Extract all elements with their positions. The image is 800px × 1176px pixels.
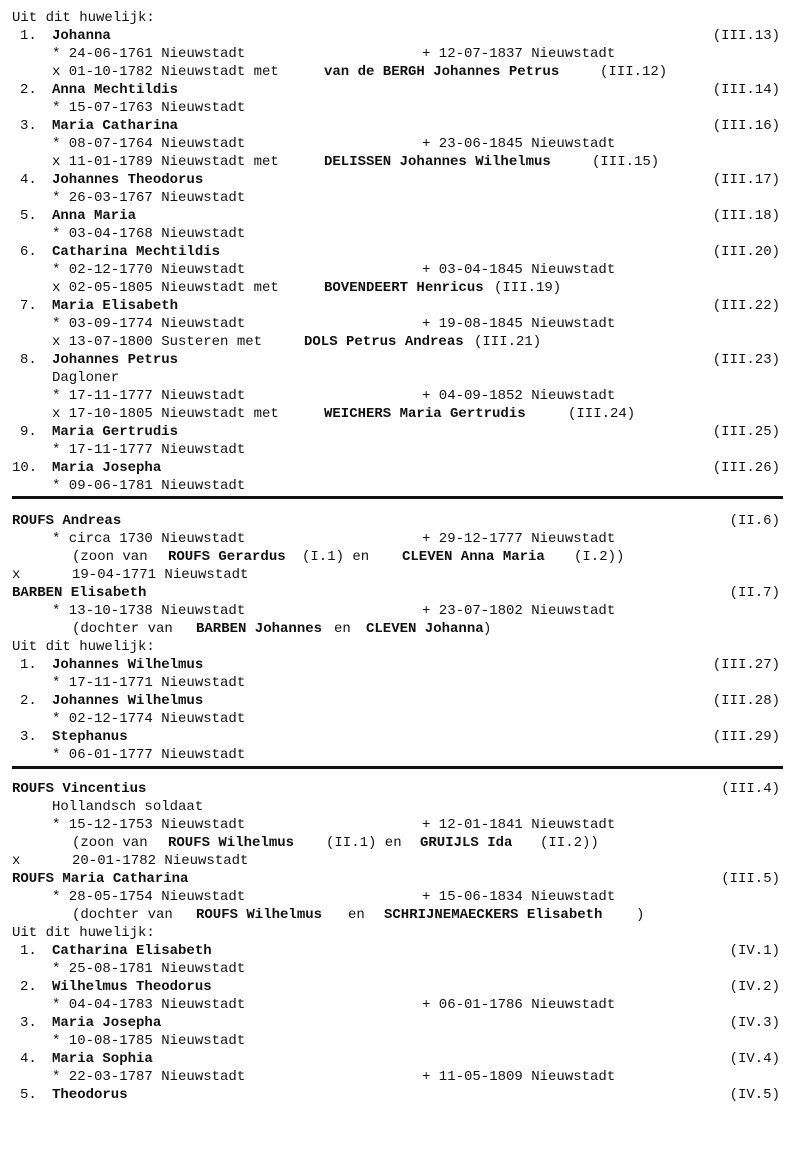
event-row bbox=[0, 261, 800, 279]
event-row bbox=[0, 530, 800, 548]
child-row bbox=[0, 207, 800, 225]
event-row bbox=[0, 710, 800, 728]
event-row bbox=[0, 315, 800, 333]
birth-record: * 17-11-1777 Nieuwstadt bbox=[52, 442, 246, 458]
reference-number: (III.5) bbox=[721, 871, 780, 887]
person-name: ROUFS Vincentius bbox=[12, 781, 147, 797]
event-row bbox=[0, 225, 800, 243]
birth-record: * 04-04-1783 Nieuwstadt bbox=[52, 997, 246, 1013]
occupation-row bbox=[0, 798, 800, 816]
section-divider bbox=[12, 766, 783, 769]
spouse-reference: (III.15) bbox=[592, 154, 660, 170]
mother-name: CLEVEN Johanna bbox=[366, 621, 484, 637]
reference-number: (III.14) bbox=[712, 82, 780, 98]
child-number: 2. bbox=[20, 979, 37, 995]
marriage-record: x 17-10-1805 Nieuwstadt met bbox=[52, 406, 279, 422]
spouse-name: ROUFS Maria Catharina bbox=[12, 871, 189, 887]
child-row bbox=[0, 27, 800, 45]
marriage-marker: x bbox=[12, 853, 21, 869]
parents-suffix: ) bbox=[483, 621, 492, 637]
child-number: 4. bbox=[20, 1051, 37, 1067]
child-row bbox=[0, 459, 800, 477]
event-row bbox=[0, 441, 800, 459]
reference-number: (III.27) bbox=[712, 657, 780, 673]
child-name: Maria Gertrudis bbox=[52, 424, 179, 440]
child-number: 4. bbox=[20, 172, 37, 188]
marriage-date: 19-04-1771 Nieuwstadt bbox=[72, 567, 249, 583]
parents-prefix: (zoon van bbox=[72, 549, 148, 565]
child-row bbox=[0, 978, 800, 996]
event-row bbox=[0, 1068, 800, 1086]
reference-number: (IV.4) bbox=[729, 1051, 780, 1067]
death-record: + 12-07-1837 Nieuwstadt bbox=[422, 46, 616, 62]
death-record: + 29-12-1777 Nieuwstadt bbox=[422, 531, 616, 547]
parents-suffix: (I.2)) bbox=[574, 549, 625, 565]
person-row bbox=[0, 512, 800, 530]
child-number: 2. bbox=[20, 82, 37, 98]
event-row bbox=[0, 602, 800, 620]
reference-number: (III.23) bbox=[712, 352, 780, 368]
child-number: 3. bbox=[20, 118, 37, 134]
reference-number: (III.22) bbox=[712, 298, 780, 314]
person-row bbox=[0, 870, 800, 888]
child-number: 10. bbox=[12, 460, 38, 476]
birth-record: * 15-07-1763 Nieuwstadt bbox=[52, 100, 246, 116]
marriage-row bbox=[0, 333, 800, 351]
reference-number: (IV.2) bbox=[729, 979, 780, 995]
birth-record: * 17-11-1777 Nieuwstadt bbox=[52, 388, 246, 404]
birth-record: * 25-08-1781 Nieuwstadt bbox=[52, 961, 246, 977]
event-row bbox=[0, 135, 800, 153]
spouse-reference: (III.21) bbox=[474, 334, 542, 350]
parents-mid: (I.1) en bbox=[302, 549, 370, 565]
child-number: 5. bbox=[20, 208, 37, 224]
child-name: Johannes Wilhelmus bbox=[52, 657, 204, 673]
spouse-name: BARBEN Elisabeth bbox=[12, 585, 147, 601]
death-record: + 06-01-1786 Nieuwstadt bbox=[422, 997, 616, 1013]
father-name: ROUFS Wilhelmus bbox=[196, 907, 323, 923]
child-row bbox=[0, 728, 800, 746]
death-record: + 04-09-1852 Nieuwstadt bbox=[422, 388, 616, 404]
death-record: + 11-05-1809 Nieuwstadt bbox=[422, 1069, 616, 1085]
parents-prefix: (dochter van bbox=[72, 907, 173, 923]
reference-number: (II.7) bbox=[729, 585, 780, 601]
parents-row bbox=[0, 834, 800, 852]
birth-record: * 09-06-1781 Nieuwstadt bbox=[52, 478, 246, 494]
spouse-name: DELISSEN Johannes Wilhelmus bbox=[324, 154, 551, 170]
child-number: 6. bbox=[20, 244, 37, 260]
child-row bbox=[0, 1014, 800, 1032]
child-row bbox=[0, 1086, 800, 1104]
parents-mid: en bbox=[348, 907, 365, 923]
mother-name: CLEVEN Anna Maria bbox=[402, 549, 545, 565]
marriage-date: 20-01-1782 Nieuwstadt bbox=[72, 853, 249, 869]
reference-number: (III.16) bbox=[712, 118, 780, 134]
child-row bbox=[0, 423, 800, 441]
parents-prefix: (dochter van bbox=[72, 621, 173, 637]
parents-mid: (II.1) en bbox=[326, 835, 402, 851]
reference-number: (III.18) bbox=[712, 208, 780, 224]
father-name: BARBEN Johannes bbox=[196, 621, 323, 637]
death-record: + 19-08-1845 Nieuwstadt bbox=[422, 316, 616, 332]
event-row bbox=[0, 960, 800, 978]
event-row bbox=[0, 477, 800, 495]
spouse-name: WEICHERS Maria Gertrudis bbox=[324, 406, 526, 422]
reference-number: (IV.1) bbox=[729, 943, 780, 959]
child-row bbox=[0, 351, 800, 369]
child-row bbox=[0, 297, 800, 315]
children-intro bbox=[0, 924, 800, 942]
marriage-marker: x bbox=[12, 567, 21, 583]
child-row bbox=[0, 656, 800, 674]
marriage-record: x 11-01-1789 Nieuwstadt met bbox=[52, 154, 279, 170]
child-number: 5. bbox=[20, 1087, 37, 1103]
child-name: Johannes Wilhelmus bbox=[52, 693, 204, 709]
death-record: + 03-04-1845 Nieuwstadt bbox=[422, 262, 616, 278]
child-row bbox=[0, 81, 800, 99]
child-name: Johannes Theodorus bbox=[52, 172, 204, 188]
child-row bbox=[0, 692, 800, 710]
death-record: + 15-06-1834 Nieuwstadt bbox=[422, 889, 616, 905]
reference-number: (II.6) bbox=[729, 513, 780, 529]
parents-row bbox=[0, 548, 800, 566]
section-divider bbox=[12, 496, 783, 499]
child-row bbox=[0, 171, 800, 189]
mother-name: SCHRIJNEMAECKERS Elisabeth bbox=[384, 907, 603, 923]
child-row bbox=[0, 942, 800, 960]
child-number: 9. bbox=[20, 424, 37, 440]
child-number: 1. bbox=[20, 657, 37, 673]
child-name: Maria Sophia bbox=[52, 1051, 153, 1067]
event-row bbox=[0, 996, 800, 1014]
reference-number: (IV.3) bbox=[729, 1015, 780, 1031]
reference-number: (IV.5) bbox=[729, 1087, 780, 1103]
intro-text: Uit dit huwelijk: bbox=[12, 925, 155, 941]
death-record: + 23-06-1845 Nieuwstadt bbox=[422, 136, 616, 152]
reference-number: (III.4) bbox=[721, 781, 780, 797]
birth-record: * 03-09-1774 Nieuwstadt bbox=[52, 316, 246, 332]
occupation: Hollandsch soldaat bbox=[52, 799, 204, 815]
event-row bbox=[0, 387, 800, 405]
child-number: 1. bbox=[20, 28, 37, 44]
death-record: + 23-07-1802 Nieuwstadt bbox=[422, 603, 616, 619]
person-row bbox=[0, 780, 800, 798]
child-name: Johannes Petrus bbox=[52, 352, 179, 368]
spouse-name: DOLS Petrus Andreas bbox=[304, 334, 464, 350]
child-name: Catharina Elisabeth bbox=[52, 943, 212, 959]
parents-row bbox=[0, 906, 800, 924]
children-intro bbox=[0, 638, 800, 656]
parents-mid: en bbox=[334, 621, 351, 637]
reference-number: (III.25) bbox=[712, 424, 780, 440]
occupation: Dagloner bbox=[52, 370, 120, 386]
children-intro bbox=[0, 9, 800, 27]
birth-record: * 26-03-1767 Nieuwstadt bbox=[52, 190, 246, 206]
birth-record: * 02-12-1774 Nieuwstadt bbox=[52, 711, 246, 727]
person-row bbox=[0, 584, 800, 602]
marriage-record: x 13-07-1800 Susteren met bbox=[52, 334, 263, 350]
event-row bbox=[0, 816, 800, 834]
reference-number: (III.29) bbox=[712, 729, 780, 745]
reference-number: (III.20) bbox=[712, 244, 780, 260]
intro-text: Uit dit huwelijk: bbox=[12, 10, 155, 26]
child-number: 1. bbox=[20, 943, 37, 959]
child-name: Stephanus bbox=[52, 729, 128, 745]
birth-record: * 02-12-1770 Nieuwstadt bbox=[52, 262, 246, 278]
birth-record: * 22-03-1787 Nieuwstadt bbox=[52, 1069, 246, 1085]
death-record: + 12-01-1841 Nieuwstadt bbox=[422, 817, 616, 833]
child-row bbox=[0, 1050, 800, 1068]
child-number: 7. bbox=[20, 298, 37, 314]
occupation-row bbox=[0, 369, 800, 387]
event-row bbox=[0, 746, 800, 764]
child-row bbox=[0, 243, 800, 261]
child-name: Wilhelmus Theodorus bbox=[52, 979, 212, 995]
marriage-row bbox=[0, 405, 800, 423]
event-row bbox=[0, 1032, 800, 1050]
birth-record: * circa 1730 Nieuwstadt bbox=[52, 531, 246, 547]
child-name: Catharina Mechtildis bbox=[52, 244, 221, 260]
birth-record: * 06-01-1777 Nieuwstadt bbox=[52, 747, 246, 763]
parents-suffix: ) bbox=[636, 907, 645, 923]
marriage-row bbox=[0, 566, 800, 584]
marriage-row bbox=[0, 279, 800, 297]
child-name: Anna Mechtildis bbox=[52, 82, 179, 98]
event-row bbox=[0, 674, 800, 692]
reference-number: (III.28) bbox=[712, 693, 780, 709]
mother-name: GRUIJLS Ida bbox=[420, 835, 513, 851]
child-name: Anna Maria bbox=[52, 208, 137, 224]
event-row bbox=[0, 99, 800, 117]
parents-prefix: (zoon van bbox=[72, 835, 148, 851]
birth-record: * 28-05-1754 Nieuwstadt bbox=[52, 889, 246, 905]
child-name: Johanna bbox=[52, 28, 111, 44]
intro-text: Uit dit huwelijk: bbox=[12, 639, 155, 655]
parents-row bbox=[0, 620, 800, 638]
father-name: ROUFS Gerardus bbox=[168, 549, 286, 565]
reference-number: (III.26) bbox=[712, 460, 780, 476]
event-row bbox=[0, 45, 800, 63]
child-number: 3. bbox=[20, 1015, 37, 1031]
child-number: 3. bbox=[20, 729, 37, 745]
child-name: Maria Josepha bbox=[52, 1015, 162, 1031]
marriage-row bbox=[0, 153, 800, 171]
person-name: ROUFS Andreas bbox=[12, 513, 122, 529]
reference-number: (III.17) bbox=[712, 172, 780, 188]
child-name: Maria Josepha bbox=[52, 460, 162, 476]
birth-record: * 03-04-1768 Nieuwstadt bbox=[52, 226, 246, 242]
spouse-name: BOVENDEERT Henricus bbox=[324, 280, 484, 296]
spouse-reference: (III.19) bbox=[494, 280, 562, 296]
child-number: 2. bbox=[20, 693, 37, 709]
birth-record: * 15-12-1753 Nieuwstadt bbox=[52, 817, 246, 833]
spouse-reference: (III.24) bbox=[568, 406, 636, 422]
child-row bbox=[0, 117, 800, 135]
spouse-reference: (III.12) bbox=[600, 64, 668, 80]
birth-record: * 10-08-1785 Nieuwstadt bbox=[52, 1033, 246, 1049]
child-name: Maria Elisabeth bbox=[52, 298, 179, 314]
child-number: 8. bbox=[20, 352, 37, 368]
child-name: Maria Catharina bbox=[52, 118, 179, 134]
parents-suffix: (II.2)) bbox=[540, 835, 599, 851]
event-row bbox=[0, 888, 800, 906]
marriage-record: x 02-05-1805 Nieuwstadt met bbox=[52, 280, 279, 296]
birth-record: * 17-11-1771 Nieuwstadt bbox=[52, 675, 246, 691]
birth-record: * 13-10-1738 Nieuwstadt bbox=[52, 603, 246, 619]
marriage-row bbox=[0, 63, 800, 81]
father-name: ROUFS Wilhelmus bbox=[168, 835, 295, 851]
marriage-row bbox=[0, 852, 800, 870]
child-name: Theodorus bbox=[52, 1087, 128, 1103]
birth-record: * 08-07-1764 Nieuwstadt bbox=[52, 136, 246, 152]
event-row bbox=[0, 189, 800, 207]
reference-number: (III.13) bbox=[712, 28, 780, 44]
spouse-name: van de BERGH Johannes Petrus bbox=[324, 64, 560, 80]
birth-record: * 24-06-1761 Nieuwstadt bbox=[52, 46, 246, 62]
marriage-record: x 01-10-1782 Nieuwstadt met bbox=[52, 64, 279, 80]
